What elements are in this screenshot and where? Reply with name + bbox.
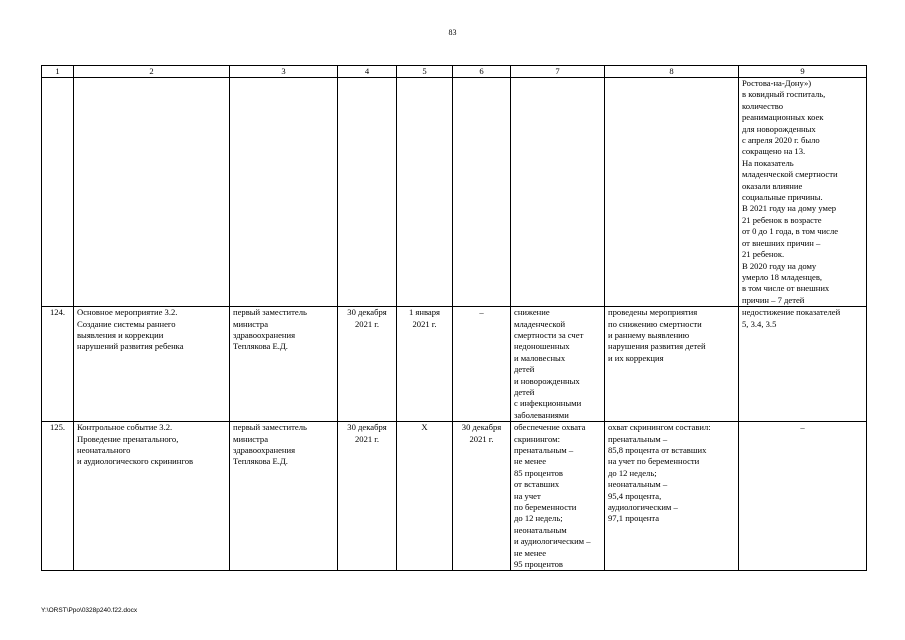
- text-line: 30 декабря: [347, 422, 387, 433]
- text-line: нарушений развития ребенка: [77, 341, 184, 352]
- text-line: аудиологическим –: [608, 502, 678, 513]
- planned-date: [338, 422, 397, 571]
- table-row: [42, 422, 867, 571]
- problems: [739, 307, 867, 422]
- event-name: [74, 307, 230, 422]
- expected-result: [511, 422, 605, 571]
- text-line: смертности за счет: [514, 329, 584, 340]
- text-line: неонатальным: [514, 524, 567, 535]
- text-line: В 2020 году на дому: [742, 260, 817, 271]
- responsible-person: [230, 307, 338, 422]
- text-line: 30 декабря: [347, 307, 387, 318]
- text-line: министра: [233, 318, 269, 329]
- text-line: причин – 7 детей: [742, 294, 805, 305]
- text-line: на учет: [514, 490, 541, 501]
- start-date: [397, 422, 453, 571]
- report-table: [41, 65, 867, 571]
- text-line: не менее: [514, 547, 547, 558]
- text-line: детей: [514, 386, 535, 397]
- text-line: с инфекционными: [514, 398, 582, 409]
- planned-date: [338, 307, 397, 422]
- event-name: [74, 422, 230, 571]
- text-line: младенческой смертности: [742, 169, 838, 180]
- text-line: 21 ребенок.: [742, 249, 785, 260]
- end-date: [453, 422, 511, 571]
- expected-result: [511, 307, 605, 422]
- text-line: первый заместитель: [233, 422, 307, 433]
- text-line: и раннему выявлению: [608, 329, 690, 340]
- actual-result: [605, 422, 739, 571]
- header-col-4: 4: [338, 66, 397, 78]
- text-line: Ростова-на-Дону»): [742, 78, 812, 88]
- text-line: 30 декабря: [461, 422, 502, 433]
- text-line: от вставших: [514, 479, 560, 490]
- text-line: не менее: [514, 456, 547, 467]
- text-line: и аудиологического скринингов: [77, 456, 194, 467]
- text-line: охват скринингом составил:: [608, 422, 711, 433]
- text-line: реанимационных коек: [742, 112, 824, 123]
- text-line: по беременности: [514, 502, 577, 513]
- text-line: нарушения развития детей: [608, 341, 706, 352]
- continuation-col9: [739, 78, 867, 307]
- text-line: 21 ребенок в возрасте: [742, 214, 822, 225]
- text-line: для новорожденных: [742, 123, 816, 134]
- page-number: 83: [448, 28, 457, 37]
- text-line: и маловесных: [514, 352, 566, 363]
- header-row: [42, 66, 867, 78]
- text-line: 2021 г.: [354, 433, 380, 444]
- text-line: Теплякова Е.Д.: [233, 341, 288, 352]
- text-line: на учет по беременности: [608, 456, 700, 467]
- text-line: и новорожденных: [514, 375, 580, 386]
- text-line: количество: [742, 100, 784, 111]
- text-line: выявления и коррекции: [77, 329, 164, 340]
- problems: [739, 422, 867, 571]
- text-line: 2021 г.: [469, 433, 494, 444]
- text-line: Создание системы раннего: [77, 318, 176, 329]
- actual-result: [605, 307, 739, 422]
- text-line: 1 января: [408, 307, 440, 318]
- end-date: [453, 307, 511, 422]
- header-col-6: 6: [453, 66, 511, 78]
- text-line: Х: [421, 422, 428, 433]
- text-line: 85,8 процента от вставших: [608, 445, 707, 455]
- text-line: и аудиологическим –: [514, 536, 591, 547]
- text-line: с апреля 2020 г. было: [742, 135, 820, 146]
- text-line: 95,4 процента,: [608, 490, 662, 501]
- text-line: 2021 г.: [354, 318, 380, 329]
- text-line: В 2021 году на дому умер: [742, 203, 837, 214]
- header-col-7: 7: [511, 66, 605, 78]
- text-line: до 12 недель;: [514, 513, 563, 524]
- text-line: оказали влияние: [742, 180, 803, 191]
- row-number: 124.: [42, 307, 74, 422]
- text-line: социальные причины.: [742, 192, 823, 203]
- text-line: Контрольное событие 3.2.: [77, 422, 173, 433]
- text-line: Теплякова Е.Д.: [233, 456, 288, 467]
- text-line: сокращено на 13.: [742, 146, 806, 157]
- table-row: [42, 307, 867, 422]
- continuation-row: [42, 78, 867, 307]
- text-line: здравоохранения: [233, 329, 296, 340]
- responsible-person: [230, 422, 338, 571]
- text-line: первый заместитель: [233, 307, 307, 318]
- text-line: детей: [514, 364, 535, 375]
- text-line: На показатель: [742, 157, 794, 168]
- text-line: младенческой: [514, 318, 566, 329]
- text-line: умерло 18 младенцев,: [742, 271, 823, 282]
- text-line: пренатальным –: [608, 433, 668, 444]
- text-line: недостижение показателей: [742, 307, 841, 318]
- text-line: неонатального: [77, 445, 131, 455]
- text-line: недоношенных: [514, 341, 570, 352]
- text-line: от 0 до 1 года, в том числе: [742, 226, 839, 237]
- text-line: 85 процентов: [514, 467, 563, 478]
- text-line: и их коррекция: [608, 352, 664, 363]
- header-col-8: 8: [605, 66, 739, 78]
- header-col-2: 2: [74, 66, 230, 78]
- text-line: снижение: [514, 307, 550, 318]
- header-col-3: 3: [230, 66, 338, 78]
- header-col-5: 5: [397, 66, 453, 78]
- text-line: проведены мероприятия: [608, 307, 698, 318]
- text-line: 2021 г.: [412, 318, 437, 329]
- text-line: министра: [233, 433, 269, 444]
- text-line: в том числе от внешних: [742, 283, 830, 294]
- text-line: Проведение пренатального,: [77, 433, 179, 444]
- text-line: здравоохранения: [233, 445, 296, 455]
- text-line: Основное мероприятие 3.2.: [77, 307, 178, 318]
- text-line: заболеваниями: [514, 409, 569, 420]
- text-line: 97,1 процента: [608, 513, 660, 524]
- text-line: –: [479, 307, 484, 318]
- row-number: 125.: [42, 422, 74, 571]
- start-date: [397, 307, 453, 422]
- text-line: от внешних причин –: [742, 237, 821, 248]
- header-col-1: 1: [42, 66, 74, 78]
- header-col-9: 9: [739, 66, 867, 78]
- text-line: в ковидный госпиталь,: [742, 89, 826, 100]
- text-line: скринингом:: [514, 433, 560, 444]
- text-line: по снижению смертности: [608, 318, 702, 329]
- text-line: обеспечение охвата: [514, 422, 586, 433]
- text-line: 95 процентов: [514, 559, 563, 570]
- file-path: Y:\ORST\Ppo\0328p240.f22.docx: [41, 607, 138, 614]
- text-line: до 12 недель;: [608, 467, 657, 478]
- text-line: –: [800, 422, 805, 433]
- text-line: 5, 3.4, 3.5: [742, 318, 777, 329]
- text-line: неонатальным –: [608, 479, 668, 490]
- text-line: пренатальным –: [514, 445, 574, 455]
